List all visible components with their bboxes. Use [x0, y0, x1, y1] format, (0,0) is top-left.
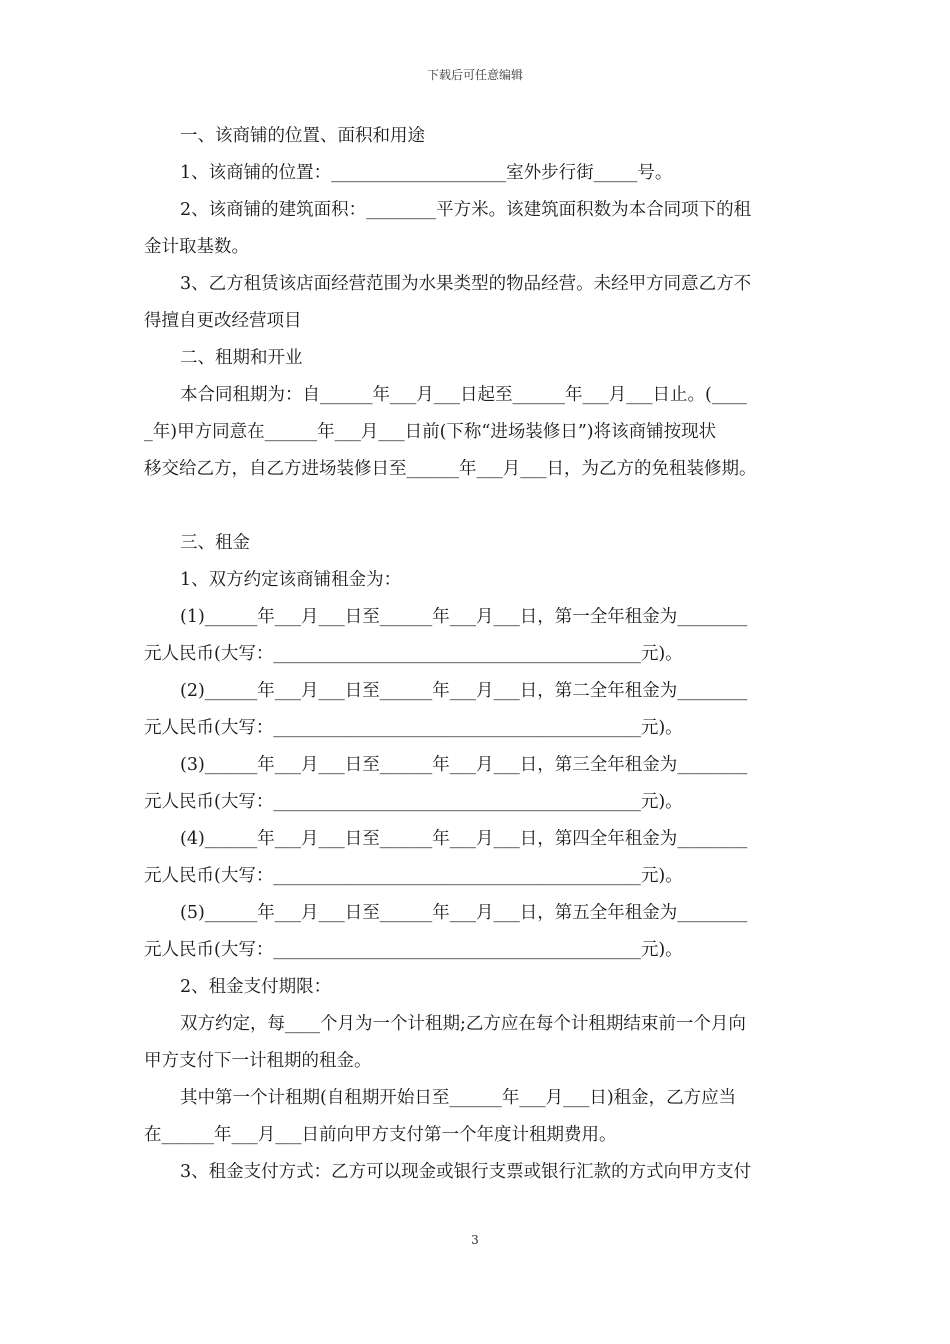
text-line: 元人民币(大写：__________________________________________元)。: [144, 940, 683, 960]
text-line: (4)______年___月___日至______年___月___日，第四全年租金为________: [180, 829, 748, 849]
text-line: 3、乙方租赁该店面经营范围为水果类型的物品经营。未经甲方同意乙方不: [180, 274, 752, 294]
text-line: (1)______年___月___日至______年___月___日，第一全年租金为________: [180, 607, 748, 627]
page-number: 3: [471, 1233, 479, 1247]
text-line: 元人民币(大写：__________________________________________元)。: [144, 866, 683, 886]
text-line: (5)______年___月___日至______年___月___日，第五全年租金为________: [180, 903, 748, 923]
text-line: 移交给乙方，自乙方进场装修日至______年___月___日，为乙方的免租装修期。: [144, 459, 757, 479]
text-line: 1、双方约定该商铺租金为：: [180, 570, 402, 590]
text-line: 其中第一个计租期(自租期开始日至______年___月___日)租金，乙方应当: [180, 1088, 737, 1108]
page-header: 下载后可任意编辑: [426, 68, 523, 82]
text-line: 双方约定，每____个月为一个计租期;乙方应在每个计租期结束前一个月向: [180, 1014, 746, 1034]
text-line: 3、租金支付方式：乙方可以现金或银行支票或银行汇款的方式向甲方支付: [180, 1162, 752, 1182]
text-line: 2、租金支付期限：: [180, 977, 332, 997]
text-line: 本合同租期为：自______年___月___日起至______年___月___日止。(____: [180, 385, 747, 405]
text-line: 元人民币(大写：__________________________________________元)。: [144, 644, 683, 664]
text-line: 元人民币(大写：__________________________________________元)。: [144, 718, 683, 738]
text-line: 元人民币(大写：__________________________________________元)。: [144, 792, 683, 812]
text-line: (2)______年___月___日至______年___月___日，第二全年租金为________: [180, 681, 748, 701]
text-line: (3)______年___月___日至______年___月___日，第三全年租金为________: [180, 755, 748, 775]
text-line: 得擅自更改经营项目: [144, 311, 302, 331]
text-line: _年)甲方同意在______年___月___日前(下称“进场装修日”)将该商铺按现状: [144, 422, 717, 442]
text-line: 1、该商铺的位置：____________________室外步行街_____号。: [180, 163, 673, 183]
text-line: 在______年___月___日前向甲方支付第一个年度计租期费用。: [144, 1125, 617, 1145]
text-line: 一、该商铺的位置、面积和用途: [180, 126, 425, 146]
text-line: 三、租金: [180, 533, 250, 553]
text-line: 二、租期和开业: [180, 348, 303, 368]
document-body: [144, 118, 808, 1191]
blank-line: [144, 488, 808, 525]
text-line: 金计取基数。: [144, 237, 249, 257]
text-line: 2、该商铺的建筑面积：________平方米。该建筑面积数为本合同项下的租: [180, 200, 752, 220]
text-line: 甲方支付下一计租期的租金。: [144, 1051, 372, 1071]
